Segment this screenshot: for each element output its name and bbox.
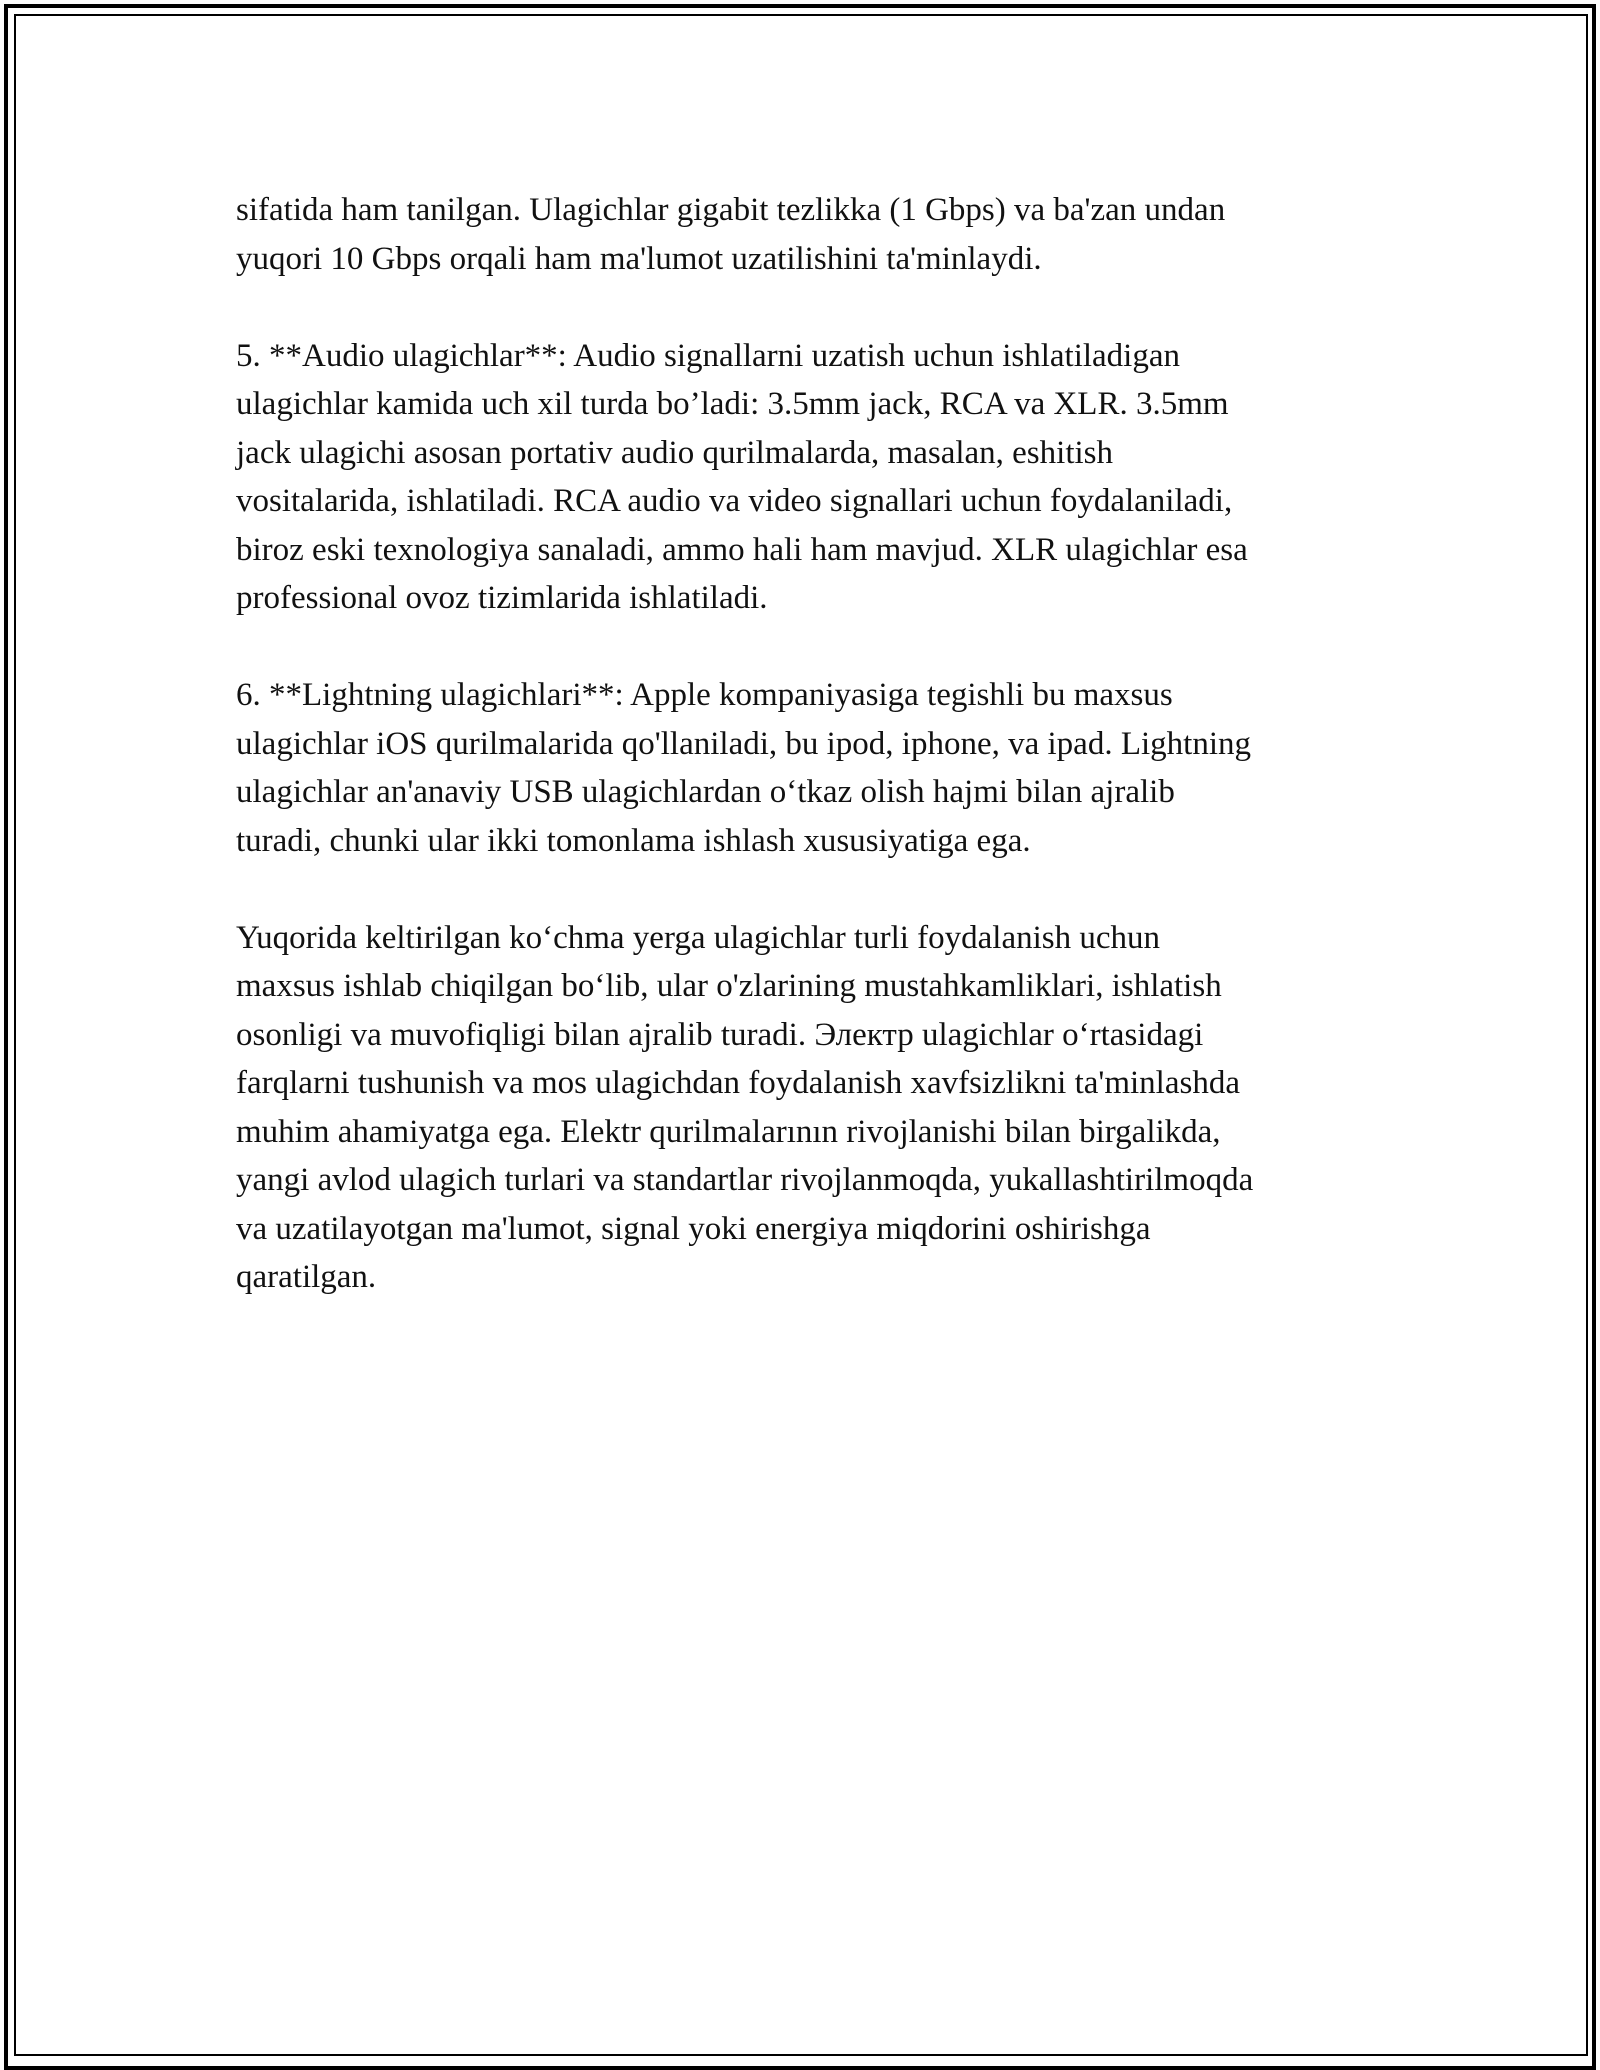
text-line: osonligi va muvofiqligi bilan ajralib turadi. Электр ulagichlar o‘rtasidagi — [236, 1016, 1204, 1053]
text-line: maxsus ishlab chiqilgan bo‘lib, ular o'zlarining mustahkamliklari, ishlatish — [236, 968, 1222, 1004]
text-line: yangi avlod ulagich turlari va standartlar rivojlanmoqda, yukallashtirilmoqda — [236, 1162, 1254, 1198]
text-line: jack ulagichi asosan portativ audio qurilmalarda, masalan, eshitish — [236, 434, 1113, 471]
text-line: muhim ahamiyatga ega. Elektr qurilmalarının rivojlanishi bilan birgalikda, — [236, 1113, 1221, 1150]
text-line: professional ovoz tizimlarida ishlatiladi. — [236, 580, 768, 616]
text-line: vositalarida, ishlatiladi. RCA audio va video signallari uchun foydalaniladi, — [236, 483, 1233, 519]
text-line: biroz eski texnologiya sanaladi, ammo hali ham mavjud. XLR ulagichlar esa — [236, 531, 1248, 568]
document-body — [236, 186, 1386, 1350]
text-line: va uzatilayotgan ma'lumot, signal yoki energiya miqdorini oshirishga — [236, 1210, 1151, 1247]
text-line: ulagichlar an'anaviy USB ulagichlardan o‘tkaz olish hajmi bilan ajralib — [236, 774, 1175, 810]
paragraph-ethernet-continuation — [236, 186, 1386, 283]
text-line: qaratilgan. — [236, 1259, 377, 1295]
text-line: farqlarni tushunish va mos ulagichdan foydalanish xavfsizlikni ta'minlashda — [236, 1065, 1240, 1101]
paragraph-lightning-connectors — [236, 671, 1386, 865]
text-line: Yuqorida keltirilgan ko‘chma yerga ulagichlar turli foydalanish uchun — [236, 919, 1161, 956]
text-line: ulagichlar kamida uch xil turda bo’ladi: 3.5mm jack, RCA va XLR. 3.5mm — [236, 386, 1229, 422]
text-line: ulagichlar iOS qurilmalarida qo'llaniladi, bu ipod, iphone, va ipad. Lightning — [236, 725, 1251, 762]
text-line: sifatida ham tanilgan. Ulagichlar gigabit tezlikka (1 Gbps) va ba'zan undan — [236, 192, 1226, 228]
text-line: yuqori 10 Gbps orqali ham ma'lumot uzatilishini ta'minlaydi. — [236, 240, 1042, 277]
text-line: 5. **Audio ulagichlar**: Audio signallarni uzatish uchun ishlatiladigan — [236, 337, 1180, 374]
text-line: 6. **Lightning ulagichlari**: Apple kompaniyasiga tegishli bu maxsus — [236, 677, 1173, 713]
paragraph-audio-connectors — [236, 332, 1386, 623]
text-line: turadi, chunki ular ikki tomonlama ishlash xususiyatiga ega. — [236, 822, 1031, 859]
paragraph-conclusion — [236, 914, 1386, 1302]
